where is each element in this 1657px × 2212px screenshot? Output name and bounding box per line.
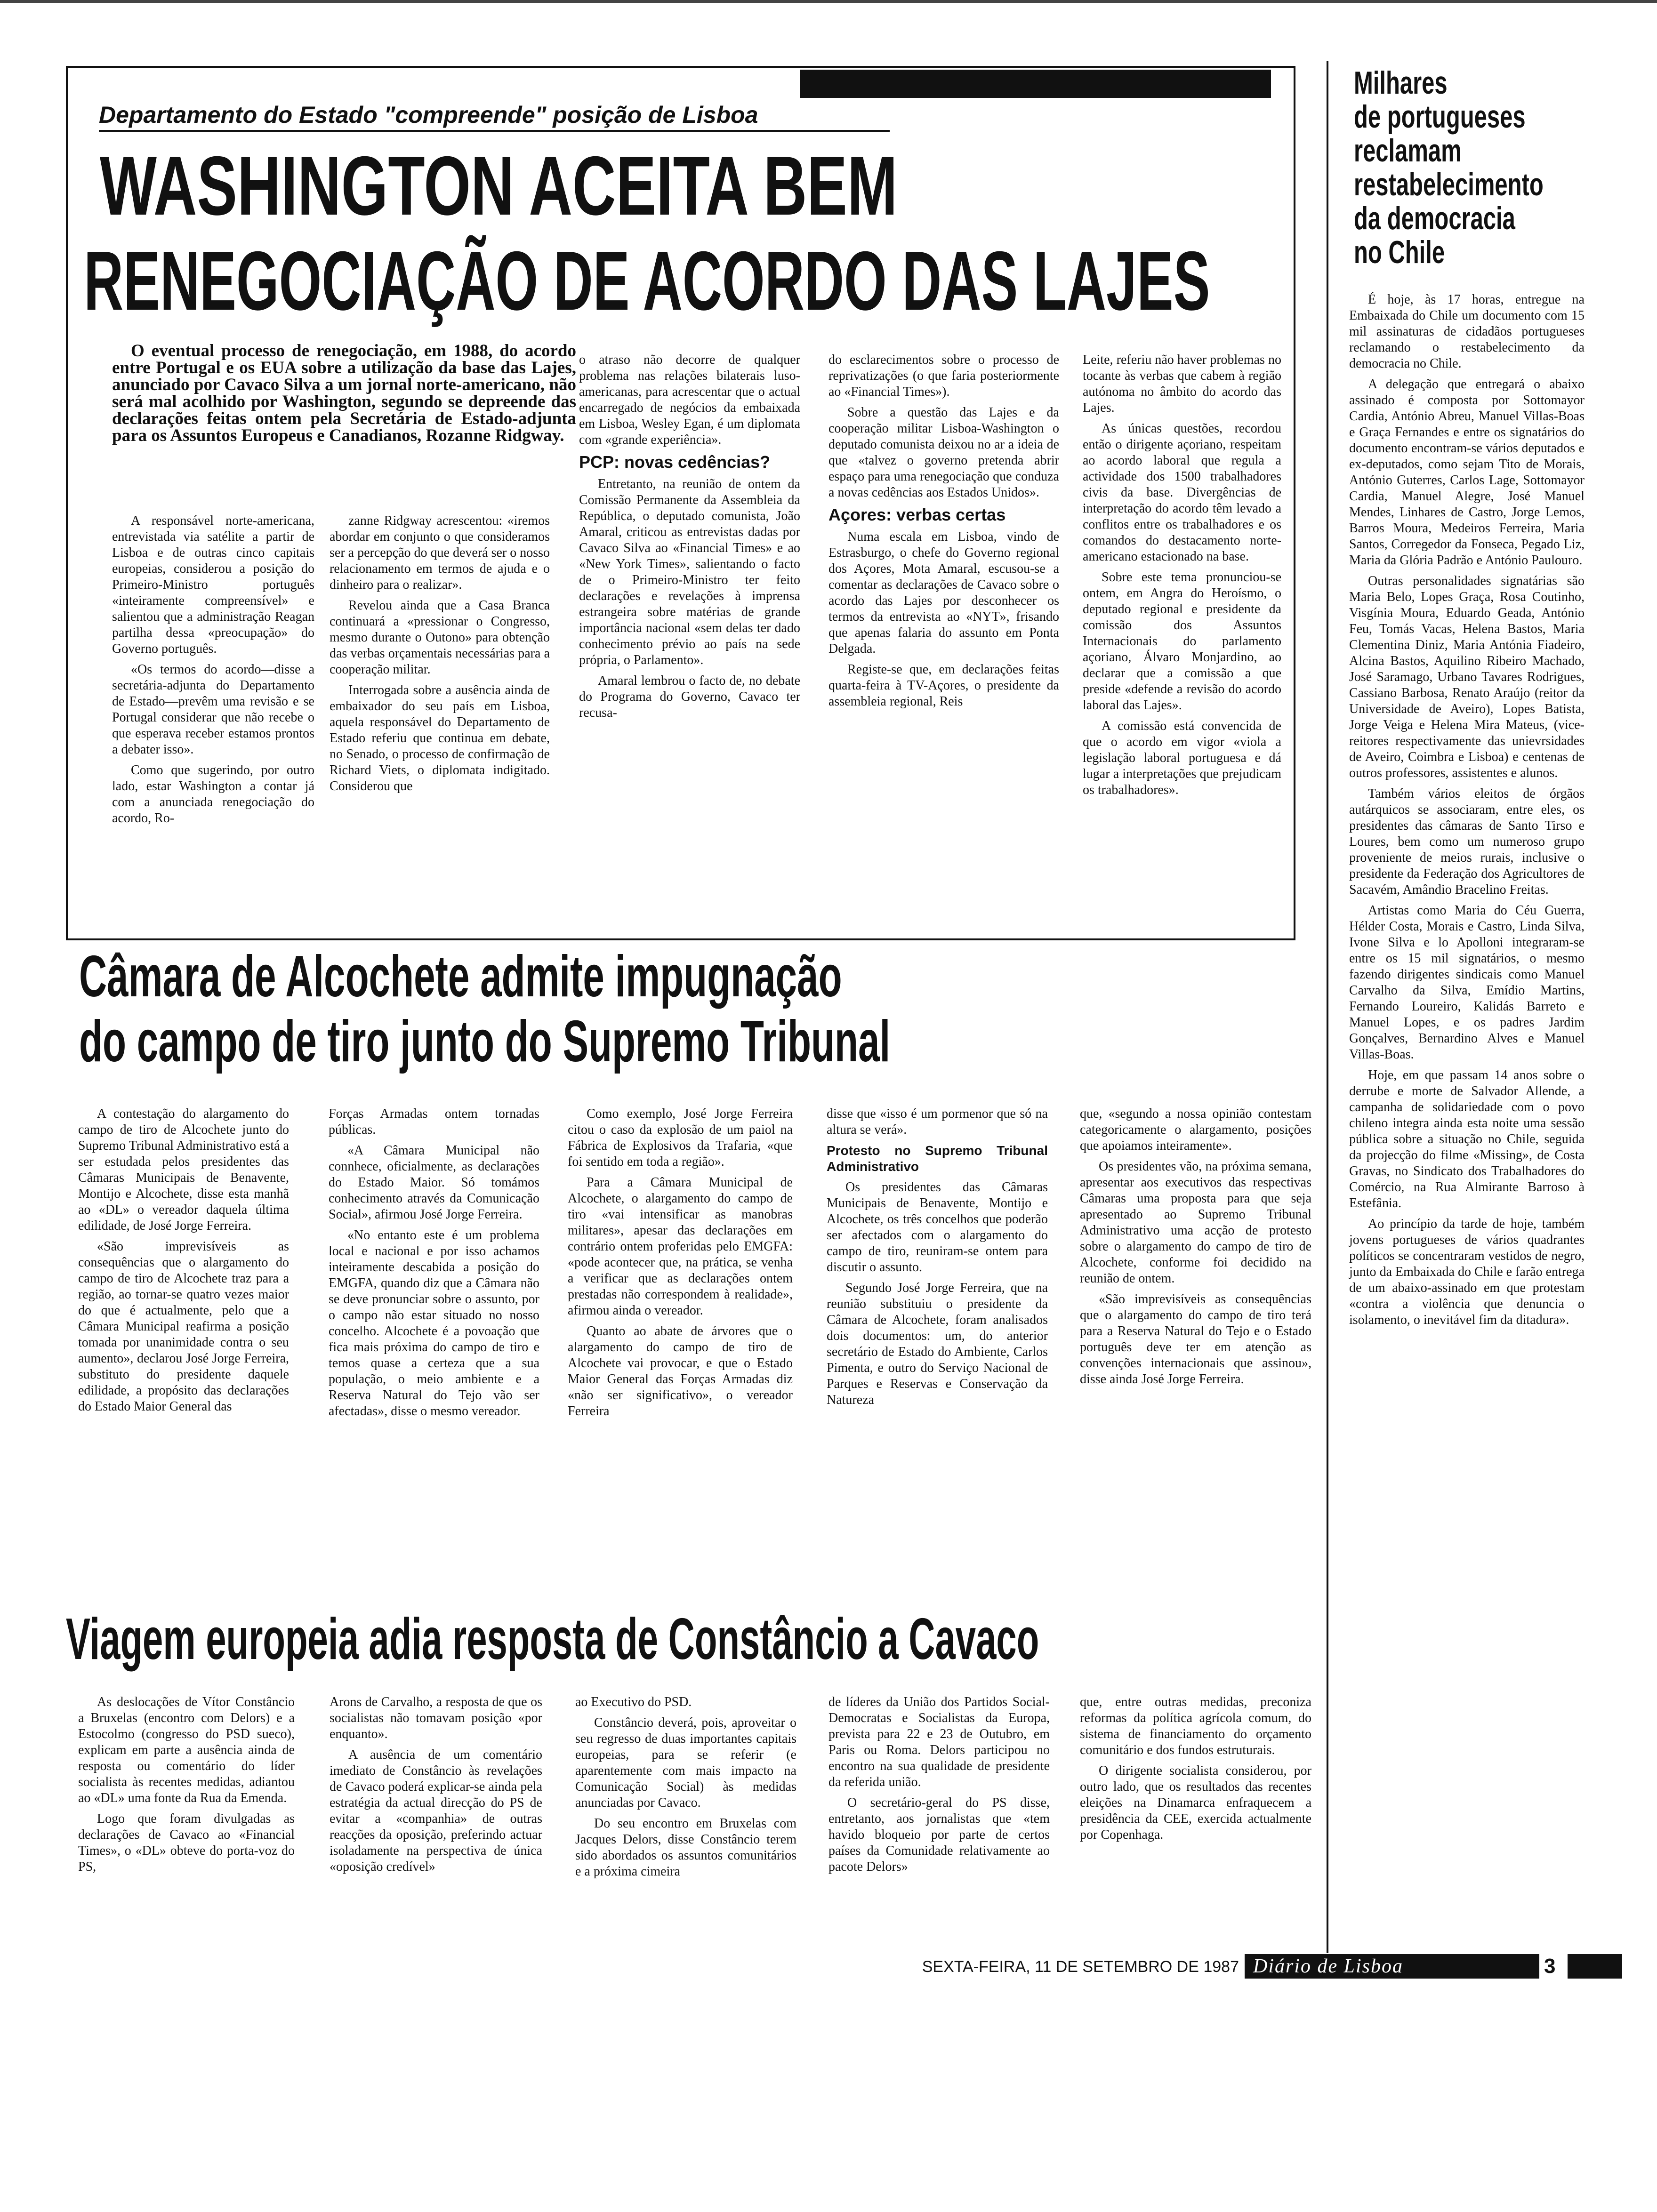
subhead-pcp: PCP: novas cedências? [579,452,771,472]
paragraph: A comissão está convencida de que o acordo em vigor «viola a legislação laboral portuguesa e dá lugar a interpretações que prejudicam os trabalhadores». [1083,719,1281,797]
paragraph: o atraso não decorre de qualquer problema nas relações bilaterais luso-americanas, para acrescentar que o actual encarregado de negócios da embaixada em Lisboa, Wesley Egan, é um diplomata com «grande experiência». [579,353,800,447]
paragraph: Logo que foram divulgadas as declarações de Cavaco ao «Financial Times», o «DL» obteve do porta-voz do PS, [78,1811,295,1874]
paragraph: Ao princípio da tarde de hoje, também jovens portugueses de vários quadrantes políticos se concentraram vestidos de negro, junto da Embaixada do Chile e farão entrega de um abaixo-assinado em que protestam «contra a violência que denuncia o isolamento, o inevitável fim da ditadura». [1349,1217,1585,1327]
paragraph: Entretanto, na reunião de ontem da Comissão Permanente da Assembleia da República, o deputado comunista, João Amaral, criticou as entrevistas dadas por Cavaco Silva ao «Financial Times» e ao «New York Times», salientando o facto de o Primeiro-Ministro ter feito declarações e revelações à imprensa estrangeira sobre matérias de grande importância nacional «sem delas ter dado conhecimento prévio ao país na sede própria, o Parlamento». [579,477,800,667]
paragraph: Os presidentes das Câmaras Municipais de Benavente, Montijo e Alcochete, os três concelhos que poderão ser afectados com o alargamento do campo de tiro, reuniram-se ontem para discutir o assunto. [827,1180,1048,1274]
top-story-kicker: Departamento do Estado "compreende" posição de Lisboa [99,102,758,128]
paragraph: Também vários eleitos de órgãos autárquicos se associaram, entre eles, os presidentes das câmaras de Santo Tirso e Loures, bem como um numeroso grupo proveniente de meios rurais, inclusive o presidente da Federação dos Agricultores de Sacavém, Amândio Bracelino Freitas. [1349,786,1585,897]
paragraph: Numa escala em Lisboa, vindo de Estrasburgo, o chefe do Governo regional dos Açores, Mota Amaral, escusou-se a comentar as declarações de Cavaco sobre o acordo das Lajes por desconhecer os termos da entrevista ao «NYT», frisando que apenas falaria do assunto em Ponta Delgada. [828,529,1059,656]
paragraph: A contestação do alargamento do campo de tiro de Alcochete junto do Supremo Tribunal Administrativo está a ser estudada pelos presidentes das Câmaras Municipais de Benavente, Montijo e Alcochete, disse esta manhã ao «DL» o vereador daquela última edilidade, de José Jorge Ferreira. [78,1106,289,1233]
paragraph: Interrogada sobre a ausência ainda de embaixador do seu país em Lisboa, aquela responsável do Departamento de Estado referiu que continua em debate, no Senado, o processo de confirmação de Richard Viets, o diplomata indigitado. Considerou que [330,683,550,793]
top-story-col-5 [1083,352,1281,803]
alcochete-headline-2: do campo de tiro junto do Supremo Tribunal [79,1009,891,1074]
chile-headline-line: de portugueses [1354,99,1526,135]
paragraph: A ausência de um comentário imediato de Constâncio às revelações de Cavaco poderá explicar-se ainda pela estratégia da actual direcção do PS de evitar a «companhia» de outras reacções da oposição, preferindo actuar isoladamente na perspectiva de única «oposição credível» [330,1747,542,1874]
paragraph: Como exemplo, José Jorge Ferreira citou o caso da explosão de um paiol na Fábrica de Explosivos da Trafaria, «que foi sentido em toda a região». [568,1106,793,1169]
chile-headline-line: Milhares [1354,65,1448,101]
chile-headline-line: da democracia [1354,200,1515,236]
top-border [0,0,1657,3]
paragraph: que, «segundo a nossa opinião contestam categoricamente o alargamento, posições que apoiamos inteiramente». [1080,1106,1311,1153]
chile-headline [1354,66,1636,269]
paragraph: As únicas questões, recordou então o dirigente açoriano, respeitam ao acordo laboral que regula a actividade dos 1500 trabalhadores civis da base. Divergências de interpretação do acordo têm levado a conflitos entre os trabalhadores e os comandos do destacamento norte-americano estacionado na base. [1083,421,1281,564]
paragraph: «São imprevisíveis as consequências que o alargamento do campo de tiro de Alcochete traz para a região, ao tornar-se quatro vezes maior do que é actualmente, pelo que a Câmara Municipal reafirma a posição tomada por unanimidade contra o seu aumento», declarou José Jorge Ferreira, substituto do presidente daquele edilidade, a propósito das declarações do Estado Maior General das [78,1239,289,1414]
paragraph: Os presidentes vão, na próxima semana, apresentar aos executivos das respectivas Câmaras uma proposta para que seja apresentado ao Supremo Tribunal Administrativo uma acção de protesto sobre o alargamento do campo de tiro de Alcochete, conforme foi decidido na reunião de ontem. [1080,1159,1311,1286]
chile-headline-line: no Chile [1354,234,1445,270]
paragraph: Constâncio deverá, pois, aproveitar o seu regresso de duas importantes capitais europeias, para se referir (e aparentemente com mais impacto na Comunicação Social) às medidas anunciadas por Cavaco. [575,1715,796,1810]
constancio-col-1 [78,1694,295,1880]
paragraph: O dirigente socialista considerou, por outro lado, que os resultados das recentes eleições na Dinamarca enfraquecem a presidência da CEE, exercida actualmente por Copenhaga. [1080,1763,1311,1842]
paragraph: É hoje, às 17 horas, entregue na Embaixada do Chile um documento com 15 mil assinaturas de cidadãos portugueses reclamando o restabelecimento da democracia no Chile. [1349,292,1585,371]
chile-body [1349,292,1585,1333]
top-story-black-bar [800,70,1271,98]
constancio-col-2 [330,1694,542,1880]
paragraph: Outras personalidades signatárias são Maria Belo, Lopes Graça, Rosa Coutinho, Visgínia Moura, Eduardo Geada, António Feu, Tomás Vacas, Helena Bastos, Maria Clementina Diniz, Maria Antónia Fiadeiro, Alcina Bastos, Aquilino Ribeiro Machado, José Saramago, Urbano Tavares Rodrigues, Cassiano Barbosa, Renato Araújo (reitor da Universidade de Aveiro), Lopes Batista, Jorge Veiga e Helena Mira Mateus, (vice-reitores respectivamente das unievrsidades de Aveiro, Coimbra e Lisboa) e centenas de outros professores, assistentes e alunos. [1349,574,1585,780]
subhead-acores: Açores: verbas certas [828,505,1006,524]
subhead-protesto: Protesto no Supremo Tribunal Administrativo [827,1143,1048,1174]
alcochete-col-3 [568,1106,793,1424]
paragraph: «No entanto este é um problema local e nacional e por isso achamos inteiramente descabida a posição do EMGFA, quando diz que a Câmara não se deve pronunciar sobre o assunto, por o campo não estar situado no nosso concelho. Alcochete é a povoação que fica mais próxima do campo de tiro e temos quase a certeza que a sua população, o meio ambiente e a Reserva Natural do Tejo vão ser afectadas», disse o mesmo vereador. [329,1228,539,1419]
chile-column-rule [1327,61,1328,1953]
paragraph: Sobre este tema pronunciou-se ontem, em Angra do Heroísmo, o deputado regional e presidente da comissão dos Assuntos Internacionais do parlamento açoriano, Álvaro Monjardino, ao declarar que a comissão a que preside «defende a revisão do acordo laboral das Lajes». [1083,570,1281,713]
paragraph: Revelou ainda que a Casa Branca continuará a «pressionar o Congresso, mesmo durante o Outono» para obtenção das verbas orçamentais necessárias para a cooperação militar. [330,598,550,677]
paragraph: Para a Câmara Municipal de Alcochete, o alargamento do campo de tiro «vai intensificar as manobras militares», apesar das declarações em contrário ontem proferidas pelo EMGFA: «pode acontecer que, na prática, se venha a verificar que as declarações ontem prestadas não correspondem à realidade», afirmou ainda o vereador. [568,1175,793,1318]
paragraph: A responsável norte-americana, entrevistada via satélite a partir de Lisboa e de outras cinco capitais europeias, considerou a posição do Primeiro-Ministro português «inteiramente compreensível» e salientou que a administração Reagan partilha dessa «preocupação» do Governo português. [112,513,314,656]
paragraph: «São imprevisíveis as consequências que o alargamento do campo de tiro terá para a Reserva Natural do Tejo e o Estado português deve ter em atenção as convenções internacionais que assinou», disse ainda José Jorge Ferreira. [1080,1292,1311,1387]
alcochete-col-5 [1080,1106,1311,1392]
paragraph: do esclarecimentos sobre o processo de reprivatizações (o que faria posteriormente ao «Financial Times»). [828,353,1059,399]
paragraph: A delegação que entregará o abaixo assinado é composta por Sottomayor Cardia, António Abreu, Manuel Villas-Boas e Graça Fernandes e entre os signatários do documento encontram-se vários deputados e ex-deputados, como sejam Tito de Morais, António Guterres, Carlos Lage, Sottomayor Cardia, Manuel Alegre, José Manuel Mendes, Linhares de Castro, Jorge Lemos, Barros Moura, Medeiros Ferreira, Maria Santos, Corregedor da Fonseca, Pegado Liz, Maria da Glória Padrão e António Paulouro. [1349,377,1585,568]
top-story-headline-1: WASHINGTON ACEITA BEM [100,139,898,232]
alcochete-col-1 [78,1106,289,1419]
paragraph: de líderes da União dos Partidos Social-Democratas e Socialistas da Europa, prevista para 22 e 23 de Outubro, em Paris ou Roma. Delors participou no encontro na sua qualidade de presidente da referida união. [828,1695,1050,1789]
paragraph: Hoje, em que passam 14 anos sobre o derrube e morte de Salvador Allende, a campanha de solidariedade com o povo chileno integra ainda esta noite uma sessão pública sobre a situação no Chile, seguida da projecção do filme «Missing», de Costa Gravas, no Sindicato dos Trabalhadores do Comércio, na Rua Almirante Barroso à Estefânia. [1349,1068,1585,1210]
constancio-headline: Viagem europeia adia resposta de Constâncio a Cavaco [66,1607,1039,1672]
paragraph: Amaral lembrou o facto de, no debate do Programa do Governo, Cavaco ter recusa- [579,673,800,720]
paragraph: Registe-se que, em declarações feitas quarta-feira à TV-Açores, o presidente da assembleia regional, Reis [828,662,1059,709]
footer-masthead: Diário de Lisboa [1253,1956,1404,1977]
paragraph: zanne Ridgway acrescentou: «iremos abordar em conjunto o que consideramos ser a percepção do que deverá ser o nosso relacionamento em termos de ajuda e o dinheiro para o realizar». [330,513,550,592]
top-story-lead: O eventual processo de renegociação, em 1988, do acordo entre Portugal e os EUA sobre a utilização da base das Lajes, anunciado por Cavaco Silva a um jornal norte-americano, não será mal acolhido por Washington, segundo se depreende das declarações feitas ontem pela Secretária de Estado-adjunta para os Assuntos Europeus e Canadianos, Rozanne Ridgway. [112,341,576,445]
constancio-col-4 [828,1694,1050,1880]
paragraph: Sobre a questão das Lajes e da cooperação militar Lisboa-Washington o deputado comunista deixou no ar a ideia de que «talvez o governo pretenda abrir espaço para uma renegociação que conduza a novas cedências aos Estados Unidos». [828,405,1059,500]
footer-page-number: 3 [1544,1955,1556,1978]
paragraph: Artistas como Maria do Céu Guerra, Hélder Costa, Morais e Castro, Linda Silva, Ivone Silva e lo Apolloni integraram-se entre os 15 mil signatários, o mesmo fazendo dirigentes sindicais como Manuel Carvalho da Silva, Emídio Martins, Fernando Loureiro, Kalidás Barreto e Manuel Lopes, e os padres Jardim Gonçalves, Bernardino Alves e Manuel Villas-Boas. [1349,903,1585,1062]
top-story-col-2 [330,513,550,799]
footer-page-number-box [1539,1954,1568,1979]
paragraph: Leite, referiu não haver problemas no tocante às verbas que cabem à região autónoma no âmbito do acordo das Lajes. [1083,353,1281,415]
paragraph: Do seu encontro em Bruxelas com Jacques Delors, disse Constâncio terem sido abordados os assuntos comunitários e a próxima cimeira [575,1816,796,1879]
top-story-col-1 [112,513,314,831]
footer-date: SEXTA-FEIRA, 11 DE SETEMBRO DE 1987 [922,1958,1239,1976]
constancio-col-3 [575,1694,796,1884]
chile-headline-line: reclamam [1354,133,1462,168]
paragraph: Como que sugerindo, por outro lado, estar Washington a contar já com a anunciada renegociação do acordo, Ro- [112,763,314,825]
paragraph: Arons de Carvalho, a resposta de que os socialistas não tomavam posição «por enquanto». [330,1695,542,1741]
top-story-col-3 [579,352,800,726]
paragraph: As deslocações de Vítor Constâncio a Bruxelas (encontro com Delors) e a Estocolmo (congresso do PSD sueco), explicam em parte a ausência ainda de resposta ou comentário do líder socialista às recentes medidas, adiantou ao «DL» uma fonte da Rua da Emenda. [78,1695,295,1805]
chile-headline-line: restabelecimento [1354,167,1544,202]
paragraph: «A Câmara Municipal não connhece, oficialmente, as declarações do Estado Maior. Só tomámos conhecimento através da Comunicação Social», afirmou José Jorge Ferreira. [329,1143,539,1222]
paragraph: disse que «isso é um pormenor que só na altura se verá». [827,1106,1048,1137]
constancio-col-5 [1080,1694,1311,1848]
top-story-headline-2: RENEGOCIAÇÃO DE ACORDO DAS LAJES [84,234,1210,328]
paragraph: «Os termos do acordo—disse a secretária-adjunta do Departamento de Estado—prevêm uma revisão e se Portugal considerar que não recebe o que esperava receber estamos prontos a debater isso». [112,662,314,757]
alcochete-col-4 [827,1106,1048,1413]
paragraph: Forças Armadas ontem tornadas públicas. [329,1106,539,1137]
top-story-col-4 [828,352,1059,714]
paragraph: Quanto ao abate de árvores que o alargamento do campo de tiro de Alcochete vai provocar, e que o Estado Maior General das Forças Armadas diz «não ser significativo», o vereador Ferreira [568,1324,793,1419]
paragraph: ao Executivo do PSD. [575,1695,692,1709]
alcochete-col-2 [329,1106,539,1424]
paragraph: que, entre outras medidas, preconiza reformas da política agrícola comum, do sistema de financiamento do orçamento comunitário e dos fundos estruturais. [1080,1695,1311,1757]
paragraph: O secretário-geral do PS disse, entretanto, aos jornalistas que «tem havido bloqueio por parte de certos países da Comunidade relativamente ao pacote Delors» [828,1795,1050,1874]
paragraph: Segundo José Jorge Ferreira, que na reunião substituiu o presidente da Câmara de Alcochete, foram analisados dois documentos: um, do anterior secretário de Estado do Ambiente, Carlos Pimenta, e outro do Serviço Nacional de Parques e Reservas e Conservação da Natureza [827,1281,1048,1407]
alcochete-headline-1: Câmara de Alcochete admite impugnação [79,944,842,1009]
kicker-underline [99,130,890,132]
